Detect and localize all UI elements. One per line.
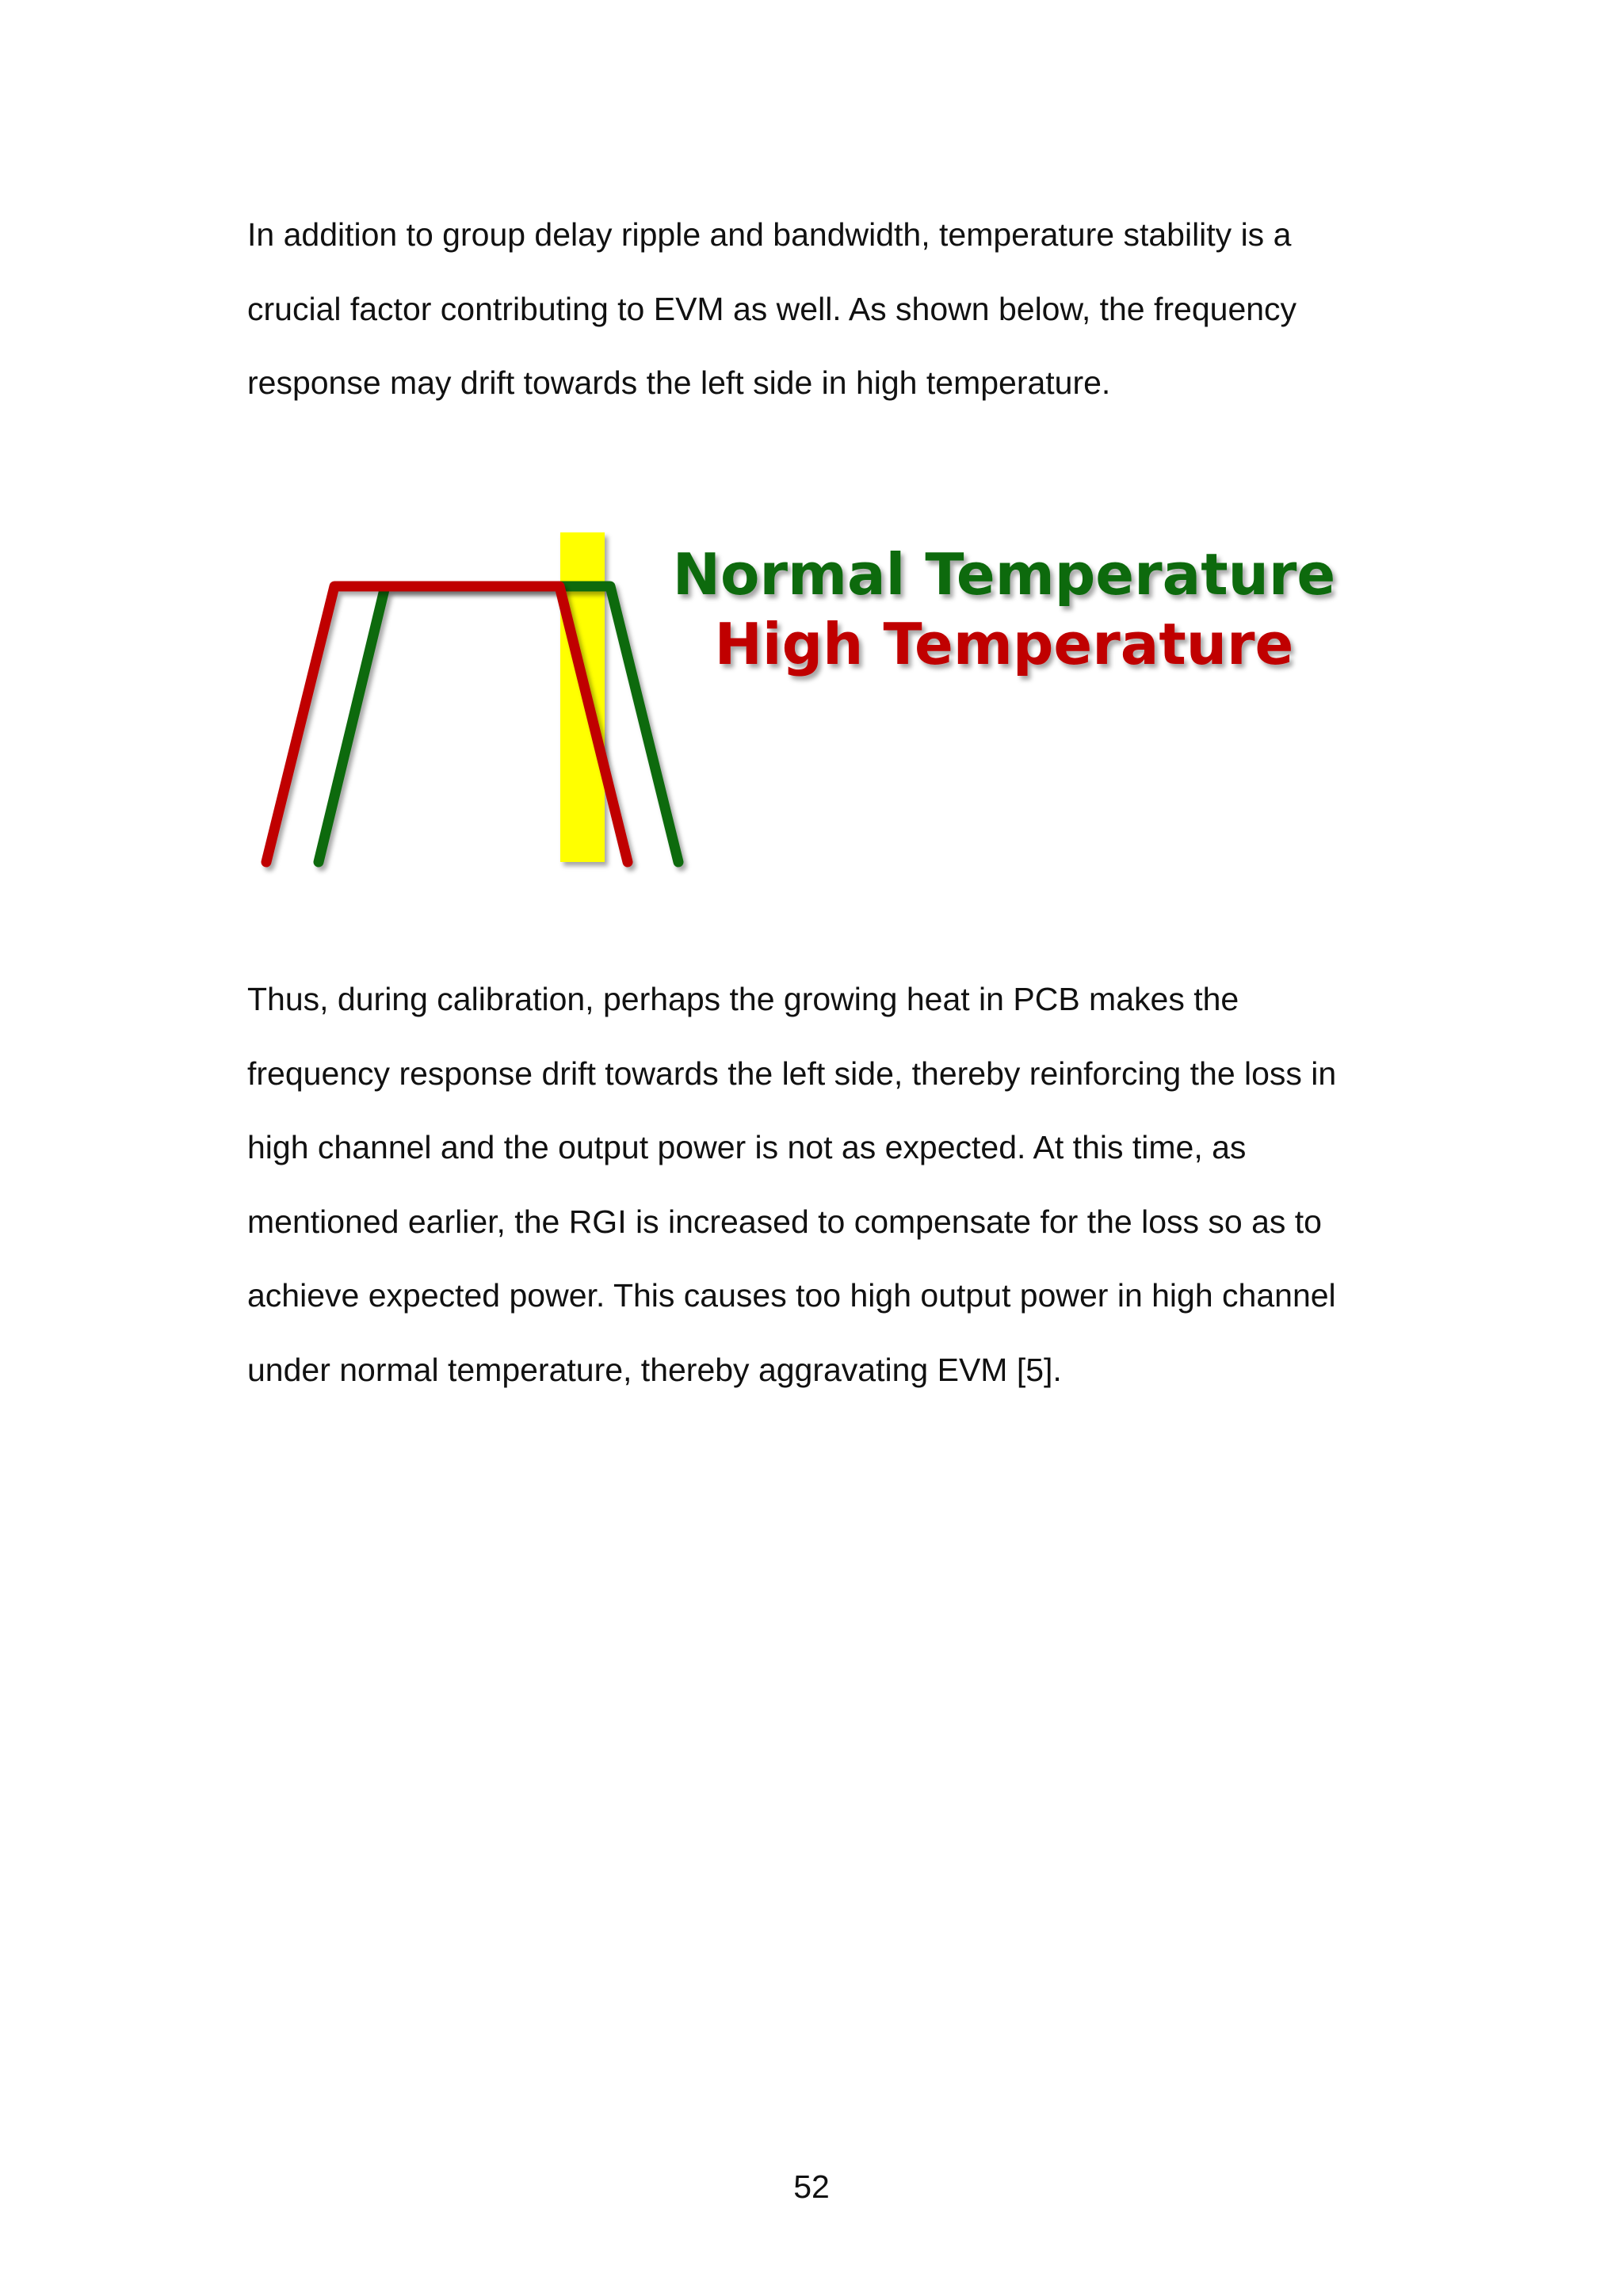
text-line: crucial factor contributing to EVM as well. As shown below, the frequency [247, 290, 1297, 327]
legend-normal-temperature: Normal Temperature [672, 541, 1336, 608]
legend-high-temperature: High Temperature [714, 611, 1294, 677]
text-line: response may drift towards the left side in high temperature. [247, 364, 1111, 401]
text-line: frequency response drift towards the left side, thereby reinforcing the loss in [247, 1055, 1337, 1092]
normal-temperature-curve [319, 586, 678, 862]
frequency-response-figure [238, 523, 1363, 879]
text-line: high channel and the output power is not as expected. At this time, as [247, 1129, 1247, 1165]
page-number: 52 [793, 2168, 830, 2205]
text-line: In addition to group delay ripple and bandwidth, temperature stability is a [247, 216, 1292, 253]
paragraph-intro [247, 198, 1388, 421]
text-line: Thus, during calibration, perhaps the growing heat in PCB makes the [247, 981, 1239, 1017]
paragraph-conclusion [247, 963, 1388, 1407]
text-line: achieve expected power. This causes too high output power in high channel [247, 1277, 1336, 1314]
text-line: under normal temperature, thereby aggravating EVM [5]. [247, 1351, 1062, 1388]
text-line: mentioned earlier, the RGI is increased to compensate for the loss so as to [247, 1203, 1322, 1240]
